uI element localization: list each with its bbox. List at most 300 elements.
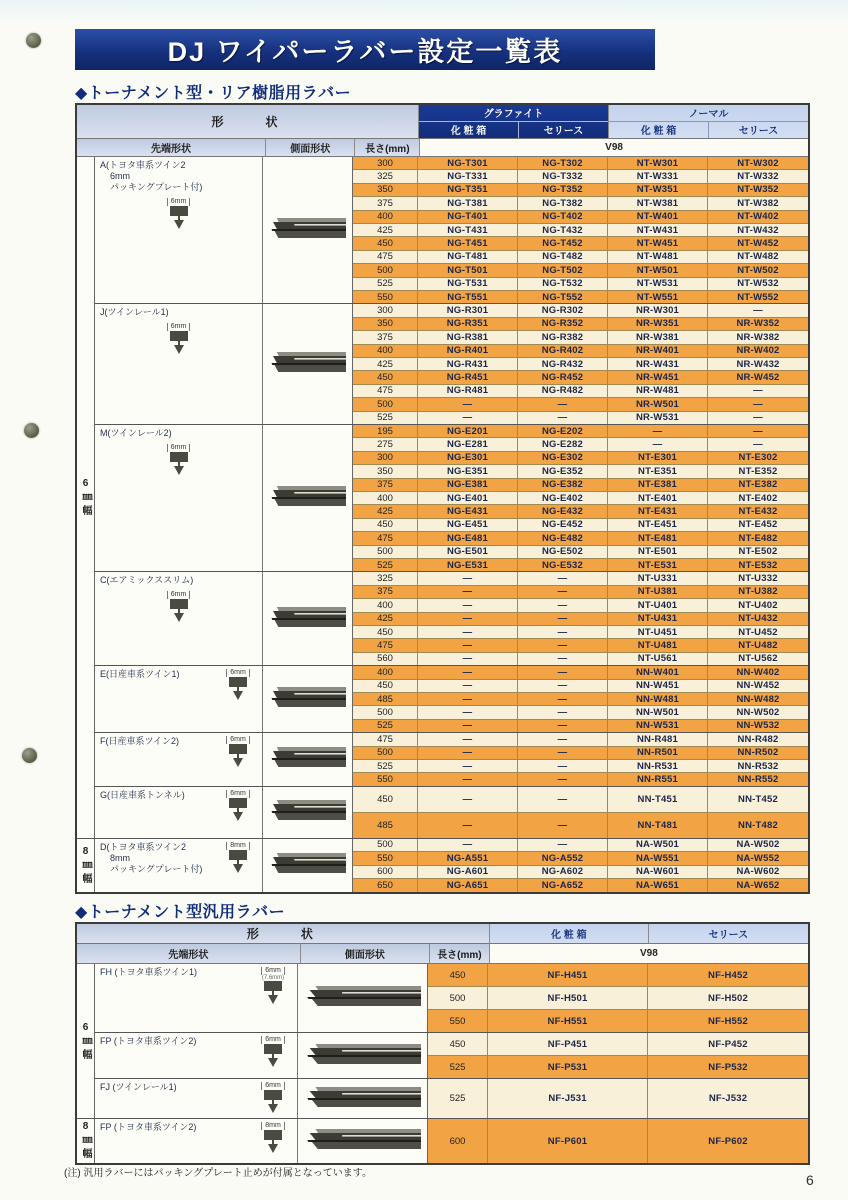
tip-shape-cell [95,964,298,1033]
data-row [428,987,808,1010]
code-cell: NG-A652 [518,879,608,892]
code-cell: NN-W501 [608,706,708,718]
data-row [428,1079,808,1119]
code-cell: NN-R552 [737,774,779,786]
code-cell: NT-E452 [738,519,778,531]
code-cell: — [518,653,608,665]
code-cell: NT-U562 [738,653,778,665]
code-cell: NG-A551 [418,852,518,864]
code-cell: — [418,813,518,838]
data-rows [353,157,808,304]
code-cell: NG-R482 [518,385,608,397]
code-cell: NG-R481 [418,385,518,397]
code-cell: NF-J532 [708,1093,748,1104]
code-cell: NT-E382 [738,479,778,491]
width-band-cell [77,964,95,1119]
code-cell: NG-E282 [518,438,608,450]
code-cell: NT-W532 [737,278,779,290]
length-cell: 400 [353,345,418,357]
data-row [353,358,808,371]
length-cell: 475 [353,251,418,263]
length-cell: 425 [353,505,418,517]
tip-cross-section-icon [225,677,251,706]
code-cell: NG-A651 [418,879,518,892]
code-cell: — [753,425,763,437]
code-cell: NG-T351 [418,184,518,196]
width-band-cell [77,1119,95,1163]
length-cell: 500 [353,706,418,718]
data-row [353,599,808,612]
length-cell: 325 [353,572,418,584]
code-cell: NN-W481 [608,693,708,705]
length-cell: 525 [353,412,418,424]
length-cell: 500 [353,747,418,759]
length-cell: 300 [353,452,418,464]
code-cell: NA-W501 [608,839,708,851]
code-cell: NG-E201 [418,425,518,437]
code-cell: — [418,720,518,732]
data-row [353,519,808,532]
code-cell: NG-T532 [518,278,608,290]
header-side-shape: 側面形状 [301,944,430,964]
code-cell: NT-U482 [738,640,778,652]
length-cell: 300 [353,304,418,316]
code-cell: NT-W552 [737,291,779,303]
code-cell: NG-E202 [518,425,608,437]
tip-shape-label-line: FJ (ツインレール1) [100,1082,177,1092]
data-row [353,318,808,331]
code-cell: NN-W502 [736,707,780,719]
code-cell: NA-W551 [608,852,708,864]
side-shape-cell [263,304,353,425]
code-cell: NG-E302 [518,452,608,464]
code-cell: NR-W452 [736,372,780,384]
blade-profile-photo [305,1086,421,1113]
data-rows [428,1033,808,1079]
code-cell: NG-R401 [418,345,518,357]
code-cell: NT-E401 [608,492,708,504]
code-cell: NR-W501 [608,398,708,410]
tip-shape-cell [95,733,263,787]
width-band-label: 6㎜幅 [80,1021,91,1062]
blade-profile-photo [305,985,421,1012]
length-cell: 550 [428,1010,488,1032]
tip-shape-label [100,575,257,586]
code-cell: — [518,572,608,584]
code-cell: NF-H502 [708,992,748,1004]
length-cell: 600 [353,866,418,878]
code-cell: NR-W451 [608,371,708,383]
code-cell: NA-W502 [736,839,780,851]
tip-width-sublabel: (7.6mm) [261,975,285,981]
data-row [353,398,808,411]
tip-shape-cell [95,157,263,304]
tip-shape-label [100,1122,196,1133]
data-row [353,626,808,639]
code-cell: NR-W431 [608,358,708,370]
code-cell: — [518,599,608,611]
code-cell: NG-T352 [518,184,608,196]
data-row [353,304,808,317]
code-cell: NT-W332 [737,171,779,183]
code-cell: NG-A601 [418,866,518,878]
code-cell: NN-W532 [736,720,780,732]
code-cell: — [518,626,608,638]
data-rows [353,733,808,787]
length-cell: 350 [353,184,418,196]
code-cell: NG-A602 [518,866,608,878]
data-row [353,666,808,679]
data-row [428,964,808,987]
length-cell: 425 [353,224,418,236]
code-cell: NG-T302 [518,157,608,169]
header-graphite-box: 化 粧 箱 [419,122,519,138]
header-series: セリース [649,924,808,944]
code-cell: NG-E451 [418,519,518,531]
code-cell: NN-W402 [736,666,780,678]
data-rows [353,839,808,893]
width-band-column [77,157,95,892]
data-row [428,1010,808,1033]
code-cell: NA-W602 [736,866,780,878]
length-cell: 500 [353,398,418,410]
code-cell: NR-W382 [736,331,780,343]
data-row [353,264,808,277]
length-cell: 500 [353,546,418,558]
code-cell: — [753,439,763,451]
code-cell: NF-H501 [488,987,648,1009]
code-cell: NG-T381 [418,197,518,209]
side-shape-cell [298,1119,428,1163]
tip-shape-cell [95,1033,298,1079]
length-cell: 450 [353,371,418,383]
header-length: 長さ(mm) [430,944,490,964]
shape-group [95,666,808,733]
length-cell: 450 [353,237,418,249]
tip-width-label: 6mm [261,1036,285,1044]
tip-shape-cell [95,1079,298,1119]
length-cell: 325 [353,170,418,182]
data-row [353,251,808,264]
width-band-label: 6㎜幅 [80,477,91,518]
tip-shape-label-line: F(日産車系ツイン2) [100,736,180,747]
code-cell: NG-T402 [518,211,608,223]
tip-cross-section-icon [225,744,251,773]
code-cell: NR-W301 [608,304,708,316]
length-cell: 550 [353,291,418,303]
code-cell: — [418,398,518,410]
header-v98: V98 [490,944,808,964]
code-cell: — [518,693,608,705]
code-cell: NG-R452 [518,371,608,383]
width-band-cell [77,157,95,839]
shape-group [95,1119,808,1163]
code-cell: NT-U402 [738,599,778,611]
width-band-label: 8㎜幅 [80,1121,91,1161]
tip-shape-icon [260,1082,286,1119]
data-row [353,385,808,398]
code-cell: NG-R382 [518,331,608,343]
header-tip-shape: 先端形状 [77,139,266,157]
code-cell: — [518,813,608,838]
data-row [353,879,808,892]
code-cell: — [518,412,608,424]
code-cell: NG-R351 [418,318,518,330]
code-cell: NG-T432 [518,224,608,236]
code-cell: — [518,680,608,692]
tip-width-label: 6mm [167,444,191,452]
code-cell: NA-W601 [608,866,708,878]
code-cell: NG-E352 [518,465,608,477]
shape-group [95,1079,808,1119]
code-cell: NG-T332 [518,170,608,182]
data-row [353,813,808,839]
header-normal-series: セリース [738,126,779,138]
code-cell: NT-W481 [608,251,708,263]
code-cell: NG-T531 [418,278,518,290]
code-cell: NR-W401 [608,345,708,357]
code-cell: — [418,760,518,772]
code-cell: — [518,706,608,718]
code-cell: NT-E402 [738,492,778,504]
code-cell: NG-E351 [418,465,518,477]
header-graphite: グラファイト [419,105,608,122]
data-rows [353,572,808,666]
blade-profile-photo [270,686,346,713]
tip-shape-label-line: パッキングプレート付) [110,182,203,192]
code-cell: NN-W401 [608,666,708,678]
code-cell: — [518,666,608,678]
tip-cross-section-icon [260,1130,286,1159]
code-cell: — [518,586,608,598]
shape-group [95,1033,808,1079]
code-cell: NF-P452 [708,1038,748,1050]
length-cell: 550 [353,852,418,864]
code-cell: — [418,787,518,812]
code-cell: — [518,720,608,732]
code-cell: — [418,613,518,625]
code-cell: NT-E431 [608,505,708,517]
length-cell: 450 [353,680,418,692]
length-cell: 195 [353,425,418,437]
code-cell: NN-R482 [737,733,779,745]
code-cell: NT-E351 [608,465,708,477]
tip-shape-label-line: パッキングプレート付) [110,863,203,874]
data-row [353,438,808,451]
data-row [353,479,808,492]
code-cell: NG-E531 [418,559,518,571]
code-cell: NR-W402 [736,345,780,357]
code-cell: NT-E502 [738,546,778,558]
data-row [353,613,808,626]
length-cell: 375 [353,331,418,343]
data-rows [353,787,808,839]
data-row [353,371,808,384]
side-shape-cell [263,733,353,787]
code-cell: NT-U561 [608,653,708,665]
length-cell: 375 [353,197,418,209]
tip-cross-section-icon [260,1090,286,1119]
code-cell: NT-W502 [737,264,779,276]
code-cell: NG-R352 [518,318,608,330]
data-row [353,773,808,786]
blade-profile-photo [270,746,346,773]
data-row [353,412,808,425]
tip-cross-section-icon [260,1044,286,1073]
code-cell: NN-W451 [608,680,708,692]
width-band-cell [77,839,95,893]
code-cell: NT-U451 [608,626,708,638]
code-cell: NG-E501 [418,546,518,558]
data-row [353,559,808,572]
code-cell: NF-J531 [488,1079,648,1118]
data-row [353,733,808,746]
code-cell: NT-W452 [737,238,779,250]
header-length: 長さ(mm) [355,139,420,157]
code-cell: — [518,760,608,772]
code-cell: NT-W531 [608,278,708,290]
side-shape-cell [298,964,428,1033]
code-cell: — [608,438,708,450]
code-cell: NT-U452 [738,626,778,638]
code-cell: NG-E301 [418,452,518,464]
tip-shape-icon [260,1036,286,1073]
tip-shape-cell [95,1119,298,1163]
data-row [353,278,808,291]
length-cell: 350 [353,465,418,477]
code-cell: NT-W451 [608,237,708,249]
data-row [353,157,808,170]
code-cell: NN-R481 [608,733,708,745]
page-title: DJ ワイパーラバー設定一覧表 [75,29,655,70]
code-cell: NT-E532 [738,559,778,571]
code-cell: — [418,639,518,651]
length-cell: 450 [353,519,418,531]
code-cell: NT-U382 [738,586,778,598]
length-cell: 525 [353,278,418,290]
length-cell: 375 [353,479,418,491]
data-row [353,839,808,852]
shape-group [95,964,808,1033]
code-cell: NT-W431 [608,224,708,236]
code-cell: — [418,586,518,598]
code-cell: — [418,747,518,759]
length-cell: 485 [353,693,418,705]
tip-cross-section-icon [166,452,192,481]
code-cell: NT-U481 [608,639,708,651]
code-cell: NN-R532 [737,760,779,772]
length-cell: 475 [353,532,418,544]
code-cell: NF-P602 [708,1135,748,1147]
tip-shape-label [100,428,257,439]
header-normal: ノーマル [609,105,808,122]
code-cell: NG-R431 [418,358,518,370]
blade-profile-photo [305,1128,421,1155]
tip-shape-label-line: M(ツインレール2) [100,427,172,438]
length-cell: 475 [353,385,418,397]
data-row [353,345,808,358]
length-cell: 450 [353,626,418,638]
length-cell: 450 [353,787,418,812]
code-cell: NG-R301 [418,304,518,316]
data-row [353,211,808,224]
data-rows [353,425,808,572]
code-cell: NF-H551 [488,1010,648,1032]
code-cell: NG-R302 [518,304,608,316]
code-cell: NT-W401 [608,211,708,223]
data-row [353,331,808,344]
code-cell: NG-E281 [418,438,518,450]
header-shape: 形 状 [77,924,490,944]
shape-groups-column [95,964,808,1163]
code-cell: NN-R551 [608,773,708,785]
data-row [353,224,808,237]
code-cell: NG-R451 [418,371,518,383]
data-row [428,1033,808,1056]
code-cell: NT-W482 [737,251,779,263]
length-cell: 525 [353,559,418,571]
table1-header [77,105,808,157]
length-cell: 350 [353,318,418,330]
data-row [353,291,808,304]
tip-width-label: 6mm [261,967,285,975]
tip-shape-icon [166,198,192,235]
tip-shape-icon [225,790,251,827]
tip-shape-icon [225,842,251,879]
data-row [353,425,808,438]
general-rubber-table [75,922,810,1165]
length-cell: 500 [428,987,488,1009]
side-shape-cell [263,666,353,733]
code-cell: — [518,787,608,812]
length-cell: 525 [353,760,418,772]
tip-shape-cell [95,839,263,893]
data-rows [428,1079,808,1119]
code-cell: NN-T481 [608,813,708,838]
code-cell: NN-R531 [608,760,708,772]
tip-width-label: 6mm [226,736,250,744]
code-cell: — [418,666,518,678]
length-cell: 500 [353,264,418,276]
code-cell: NG-T301 [418,157,518,169]
code-cell: — [518,839,608,851]
code-cell: NN-T451 [608,787,708,812]
code-cell: NG-E432 [518,505,608,517]
code-cell: NT-U381 [608,586,708,598]
header-box: 化 粧 箱 [490,924,649,944]
data-row [353,852,808,865]
code-cell: NG-T452 [518,237,608,249]
section-title-general: ◆トーナメント型汎用ラバー [75,904,286,921]
code-cell: NT-U331 [608,572,708,584]
data-row [353,653,808,666]
shape-group [95,304,808,425]
code-cell: — [518,773,608,785]
data-row [353,197,808,210]
code-cell: NR-W481 [608,385,708,397]
code-cell: NT-E352 [738,465,778,477]
code-cell: — [518,639,608,651]
tip-width-label: 8mm [261,1122,285,1130]
side-shape-cell [263,787,353,839]
tip-width-label: 6mm [261,1082,285,1090]
rear-resin-rubber-table [75,103,810,894]
code-cell: — [418,733,518,745]
code-cell: NG-E532 [518,559,608,571]
page-number: 6 [806,1172,814,1188]
code-cell: NG-T502 [518,264,608,276]
tip-shape-label-line: E(日産車系ツイン1) [100,669,180,680]
